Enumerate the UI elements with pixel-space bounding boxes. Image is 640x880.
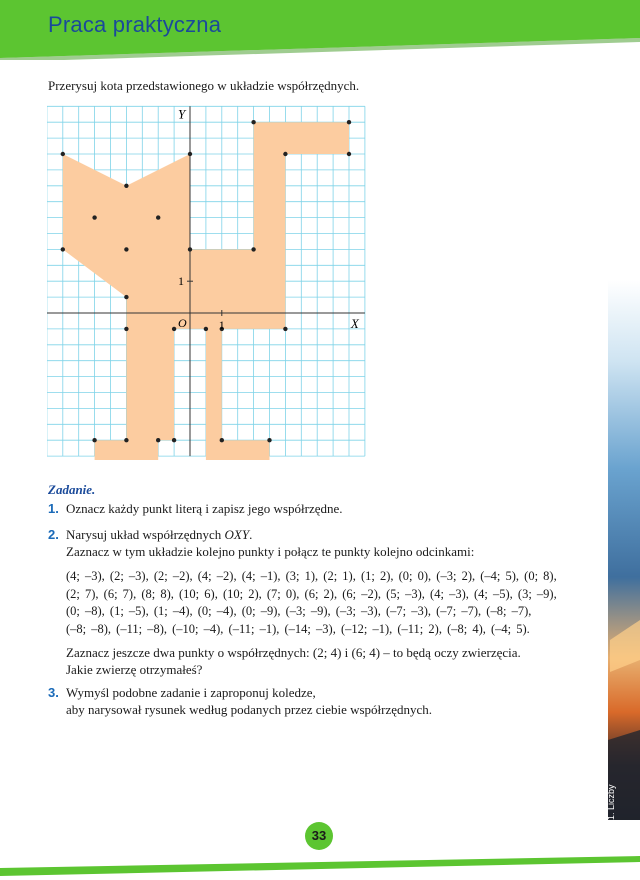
intro-text: Przerysuj kota przedstawionego w układzie współrzędnych. [48, 78, 360, 93]
page-title: Praca praktyczna [48, 12, 222, 37]
vertex-dot [172, 327, 176, 331]
vertex-dot [251, 120, 255, 124]
task-2-number: 2. [48, 527, 59, 542]
points-line: (–8; –8), (–11; –8), (–10; –4), (–11; –1), (–14; –3), (–12; –1), (–11; 2), (–8; 4), (–4; 5). [66, 621, 530, 636]
task-1-text: Oznacz każdy punkt literą i zapisz jego współrzędne. [66, 501, 343, 516]
eye-dot [156, 215, 160, 219]
vertex-dot [156, 438, 160, 442]
y-tick-label: 1 [178, 274, 184, 289]
task-2 [48, 526, 474, 560]
vertex-dot [283, 152, 287, 156]
y-axis-label: Y [178, 106, 186, 122]
vertex-dot [92, 438, 96, 442]
vertex-dot [61, 152, 65, 156]
vertex-dot [251, 247, 255, 251]
x-axis-label: X [350, 316, 359, 331]
task-1 [48, 500, 343, 517]
vertex-dot [188, 152, 192, 156]
extra-line: Jakie zwierzę otrzymałeś? [66, 662, 203, 677]
vertex-dot [61, 247, 65, 251]
vertex-dot [283, 327, 287, 331]
task-1-number: 1. [48, 501, 59, 516]
task-3-line2: aby narysował rysunek według podanych przez ciebie współrzędnych. [66, 702, 433, 717]
points-list [66, 568, 586, 638]
x-tick-label: 1 [218, 318, 225, 332]
extra-line: Zaznacz jeszcze dwa punkty o współrzędnych: (2; 4) i (6; 4) – to będą oczy zwierzęcia. [66, 645, 521, 660]
eye-dot [92, 215, 96, 219]
task-3-number: 3. [48, 685, 59, 700]
vertex-dot [124, 327, 128, 331]
points-line: (0; –8), (1; –5), (1; –4), (0; –4), (0; –9), (–3; –9), (–3; –3), (–7; –3), (–7; –7), (–8; –7), [66, 604, 532, 618]
task-2-line1-prefix: Narysuj układ współrzędnych [66, 527, 225, 542]
vertex-dot [347, 152, 351, 156]
task-2-line2: Zaznacz w tym układzie kolejno punkty i połącz te punkty kolejno odcinkami: [66, 544, 475, 559]
task-2-line1-var: OXY [224, 527, 250, 542]
vertex-dot [188, 247, 192, 251]
vertex-dot [347, 120, 351, 124]
task-3-line1: Wymyśl podobne zadanie i zaproponuj koledze, [66, 685, 316, 700]
vertex-dot [124, 184, 128, 188]
page-number: 33 [305, 822, 333, 850]
origin-label: O [178, 316, 187, 330]
chapter-label: 1. Liczby [606, 784, 616, 820]
vertex-dot [267, 438, 271, 442]
nose-dot [124, 247, 128, 251]
side-photo [600, 280, 640, 820]
points-line: (4; –3), (2; –3), (2; –2), (4; –2), (4; –1), (3; 1), (2; 1), (1; 2), (0; 0), (–3; 2), (–4; 5), (0; 8), [66, 569, 557, 583]
extra-instructions [66, 644, 521, 678]
vertex-dot [124, 295, 128, 299]
task-heading: Zadanie. [48, 482, 96, 497]
vertex-dot [172, 438, 176, 442]
vertex-dot [124, 438, 128, 442]
vertex-dot [220, 438, 224, 442]
points-line: (2; 7), (6; 7), (8; 8), (10; 6), (10; 2), (7; 0), (6; 2), (6; –2), (5; –3), (4; –3), (4; –5), (3; –9), [66, 586, 557, 601]
task-3 [48, 684, 432, 718]
cat-figure [47, 104, 369, 465]
vertex-dot [204, 327, 208, 331]
task-2-line1-suffix: . [249, 527, 253, 542]
